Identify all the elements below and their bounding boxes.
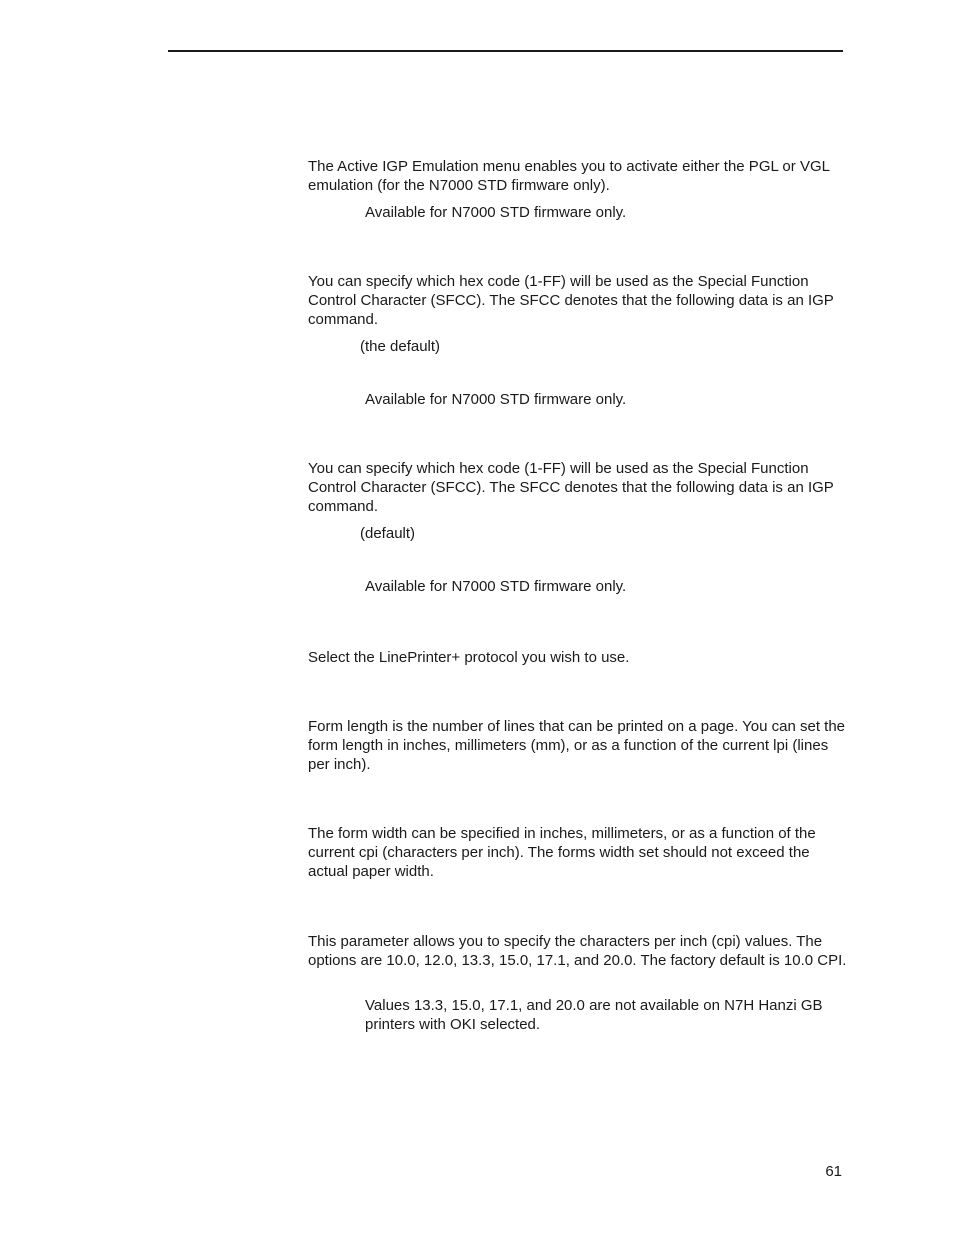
vgl-sfcc-description: You can specify which hex code (1-FF) will be used as the Special Function Control Character (SFCC). The SFCC denotes that the following data is an IGP command. (308, 460, 834, 515)
active-igp-description: The Active IGP Emulation menu enables you to activate either the PGL or VGL emulation (for the N7000 STD firmware only). (308, 158, 830, 194)
lineprinter-description: Select the LinePrinter+ protocol you wish to use. (308, 649, 630, 666)
header-rule (168, 50, 843, 52)
page-number: 61 (825, 1163, 842, 1180)
cpi-description: This parameter allows you to specify the characters per inch (cpi) values. The options are 10.0, 12.0, 13.3, 15.0, 17.1, and 20.0. The factory default is 10.0 CPI. (308, 933, 847, 969)
cpi-note: Values 13.3, 15.0, 17.1, and 20.0 are not available on N7H Hanzi GB printers with OKI selected. (365, 997, 823, 1033)
pgl-sfcc-default-option: (the default) (360, 338, 441, 355)
form-length-description: Form length is the number of lines that can be printed on a page. You can set the form length in inches, millimeters (mm), or as a function of the current lpi (lines per inch). (308, 718, 846, 773)
vgl-sfcc-default-option: (default) (360, 525, 416, 542)
active-igp-note: Available for N7000 STD firmware only. (365, 204, 627, 221)
pgl-sfcc-description: You can specify which hex code (1-FF) will be used as the Special Function Control Character (SFCC). The SFCC denotes that the following data is an IGP command. (308, 273, 834, 328)
form-width-description: The form width can be specified in inches, millimeters, or as a function of the current cpi (characters per inch). The forms width set should not exceed the actual paper width. (308, 825, 816, 880)
pgl-sfcc-note: Available for N7000 STD firmware only. (365, 391, 627, 408)
vgl-sfcc-note: Available for N7000 STD firmware only. (365, 578, 627, 595)
